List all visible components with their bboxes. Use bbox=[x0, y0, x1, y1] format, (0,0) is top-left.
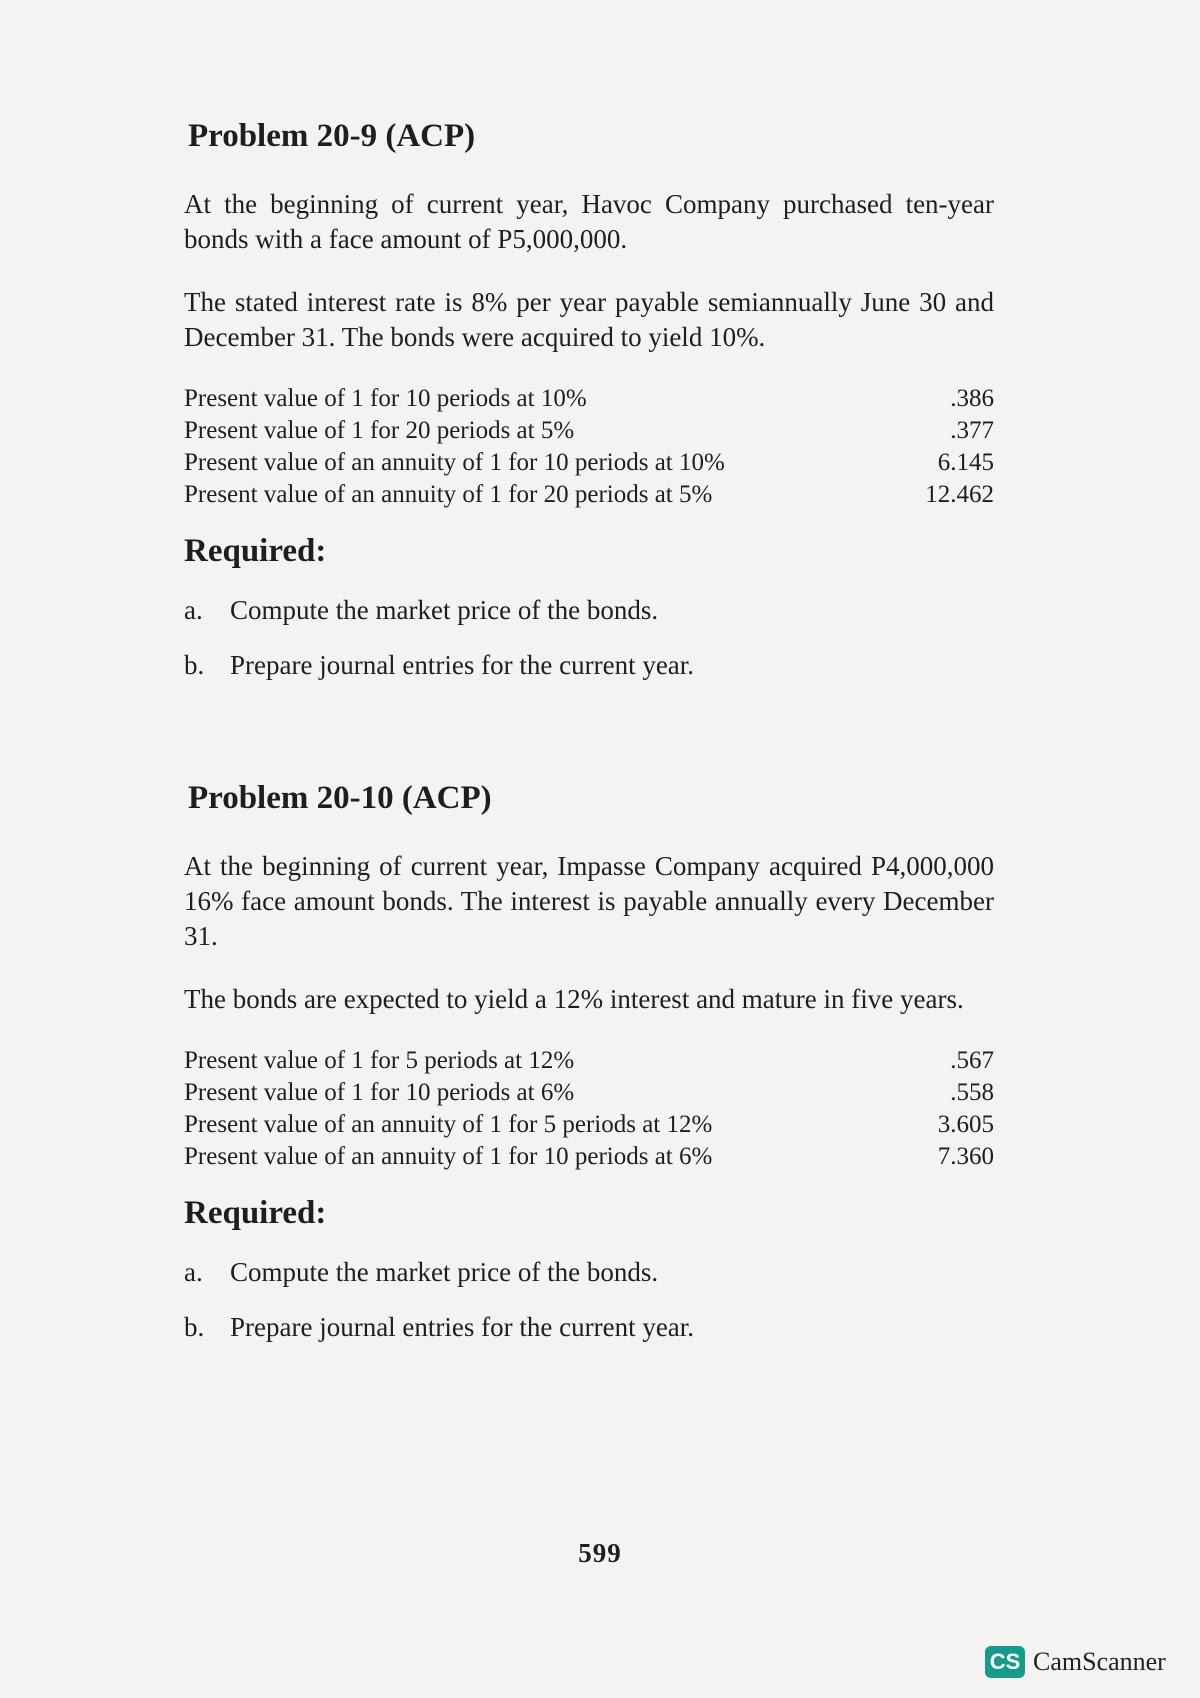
pv-factor-value: .377 bbox=[950, 417, 994, 444]
requirement-text: Prepare journal entries for the current year. bbox=[230, 650, 695, 680]
problem-paragraph: The bonds are expected to yield a 12% interest and mature in five years. bbox=[184, 984, 964, 1014]
page-number: 599 bbox=[578, 1538, 622, 1568]
pv-factor-label: Present value of an annuity of 1 for 10 periods at 6% bbox=[184, 1143, 713, 1170]
camscanner-watermark bbox=[985, 1646, 1166, 1678]
pv-factor-value: 6.145 bbox=[937, 449, 994, 476]
pv-factor-row bbox=[184, 1109, 994, 1141]
pv-factor-row bbox=[184, 415, 994, 447]
pv-factor-table bbox=[184, 383, 994, 511]
pv-factor-value: .386 bbox=[950, 385, 994, 412]
requirement-letter: a. bbox=[184, 1257, 203, 1287]
pv-factor-value: .567 bbox=[950, 1047, 994, 1074]
camscanner-label: CamScanner bbox=[1033, 1647, 1166, 1676]
pv-factor-table bbox=[184, 1045, 994, 1173]
requirement-letter: a. bbox=[184, 595, 203, 625]
requirement-text: Compute the market price of the bonds. bbox=[230, 1257, 659, 1287]
required-heading: Required: bbox=[184, 1195, 327, 1231]
problem-title: Problem 20-10 (ACP) bbox=[188, 780, 492, 816]
pv-factor-value: 7.360 bbox=[937, 1143, 994, 1170]
problem-paragraph: At the beginning of current year, Havoc Company purchased ten-year bonds with a face amount of P5,000,000. bbox=[184, 189, 994, 254]
problem-title: Problem 20-9 (ACP) bbox=[188, 118, 476, 154]
camscanner-logo-icon: CS bbox=[985, 1646, 1025, 1678]
pv-factor-label: Present value of an annuity of 1 for 10 periods at 10% bbox=[184, 449, 725, 476]
problem-20-10 bbox=[184, 780, 994, 1366]
pv-factor-row bbox=[184, 1077, 994, 1109]
requirement-letter: b. bbox=[184, 650, 205, 680]
requirement-letter: b. bbox=[184, 1312, 205, 1342]
requirement-text: Compute the market price of the bonds. bbox=[230, 595, 659, 625]
pv-factor-label: Present value of 1 for 5 periods at 12% bbox=[184, 1047, 575, 1074]
pv-factor-label: Present value of an annuity of 1 for 20 periods at 5% bbox=[184, 481, 713, 508]
pv-factor-row bbox=[184, 383, 994, 415]
pv-factor-row bbox=[184, 479, 994, 511]
pv-factor-row bbox=[184, 1141, 994, 1173]
requirement-item bbox=[184, 594, 994, 626]
pv-factor-value: .558 bbox=[950, 1079, 994, 1106]
pv-factor-label: Present value of 1 for 20 periods at 5% bbox=[184, 417, 575, 444]
pv-factor-row bbox=[184, 447, 994, 479]
pv-factor-label: Present value of 1 for 10 periods at 10% bbox=[184, 385, 587, 412]
requirement-text: Prepare journal entries for the current year. bbox=[230, 1312, 695, 1342]
pv-factor-value: 3.605 bbox=[937, 1111, 994, 1138]
pv-factor-label: Present value of an annuity of 1 for 5 periods at 12% bbox=[184, 1111, 713, 1138]
requirement-item bbox=[184, 1311, 994, 1343]
problem-paragraph: The stated interest rate is 8% per year payable semiannually June 30 and December 31. The bonds were acquired to yield 10%. bbox=[184, 287, 994, 352]
problem-20-9 bbox=[184, 118, 994, 704]
pv-factor-row bbox=[184, 1045, 994, 1077]
problem-paragraph: At the beginning of current year, Impasse Company acquired P4,000,000 16% face amount bonds. The interest is payable annually every December 31. bbox=[184, 851, 994, 951]
pv-factor-value: 12.462 bbox=[925, 481, 994, 508]
required-heading: Required: bbox=[184, 533, 327, 569]
pv-factor-label: Present value of 1 for 10 periods at 6% bbox=[184, 1079, 575, 1106]
requirement-item bbox=[184, 649, 994, 681]
requirement-item bbox=[184, 1256, 994, 1288]
